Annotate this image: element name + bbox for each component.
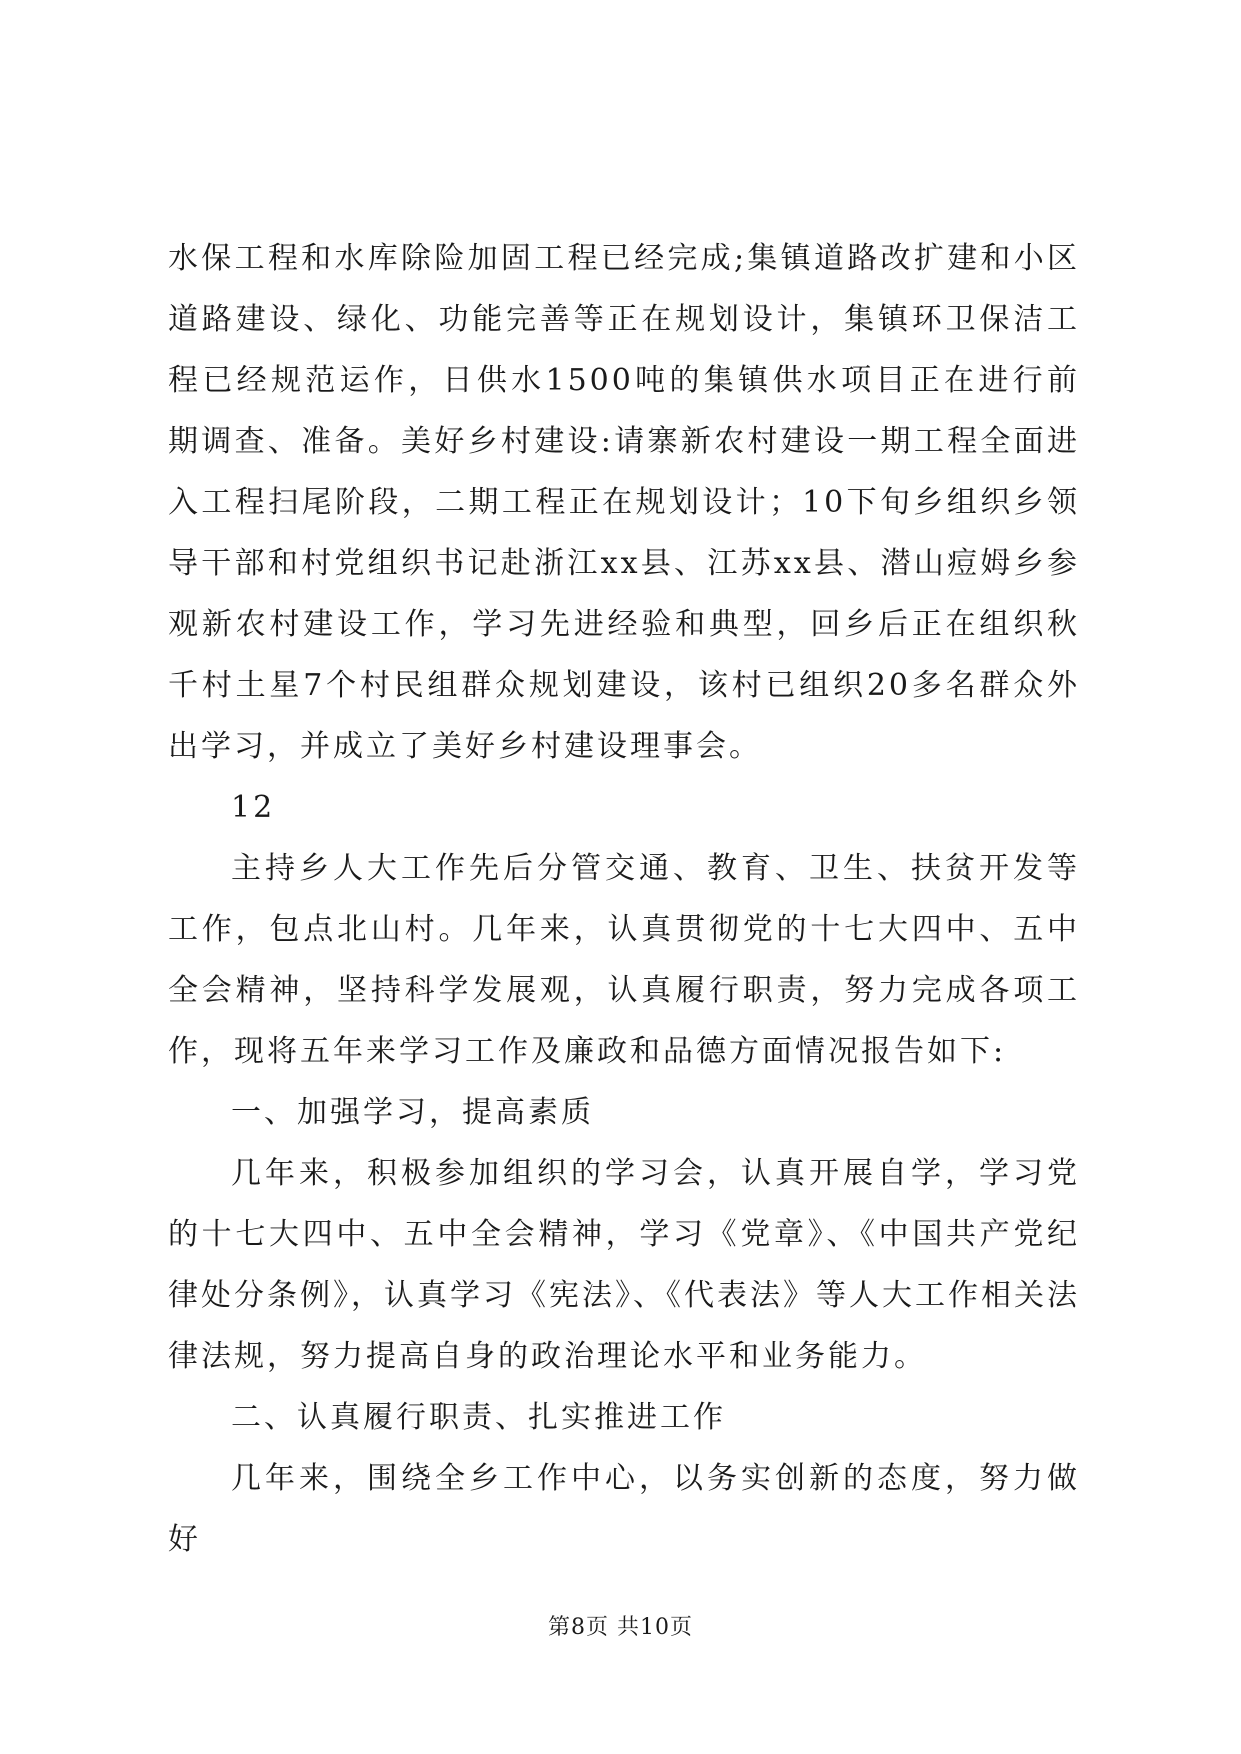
section-heading-1: 一、加强学习，提高素质: [231, 1095, 594, 1130]
page-footer: 第8页 共10页: [548, 1615, 693, 1640]
paragraph-1: 水保工程和水库除险加固工程已经完成;集镇道路改扩建和小区道路建设、绿化、功能完善等正在规划设计，集镇环卫保洁工程已经规范运作，日供水1500吨的集镇供水项目正在进行前期调查、准备。美好乡村建设:请寨新农村建设一期工程全面进入工程扫尾阶段，二期工程正在规划设计；10下旬乡组织乡领导干部和村党组织书记赴浙江xx县、江苏xx县、潜山痘姆乡参观新农村建设工作，学习先进经验和典型，回乡后正在组织秋千村土星7个村民组群众规划建设，该村已组织20多名群众外出学习，并成立了美好乡村建设理事会。: [168, 241, 1080, 764]
paragraph-3: 几年来，积极参加组织的学习会，认真开展自学，学习党的十七大四中、五中全会精神，学习《党章》、《中国共产党纪律处分条例》，认真学习《宪法》、《代表法》等人大工作相关法律法规，努力提高自身的政治理论水平和业务能力。: [168, 1156, 1080, 1374]
paragraph-4: 几年来，围绕全乡工作中心，以务实创新的态度，努力做好: [168, 1461, 1080, 1557]
section-heading-2: 二、认真履行职责、扎实推进工作: [231, 1400, 726, 1435]
document-body: [168, 228, 1080, 1570]
paragraph-2: 主持乡人大工作先后分管交通、教育、卫生、扶贫开发等工作，包点北山村。几年来，认真贯彻党的十七大四中、五中全会精神，坚持科学发展观，认真履行职责，努力完成各项工作，现将五年来学习工作及廉政和品德方面情况报告如下:: [168, 851, 1080, 1069]
paragraph-number: 12: [231, 790, 276, 825]
